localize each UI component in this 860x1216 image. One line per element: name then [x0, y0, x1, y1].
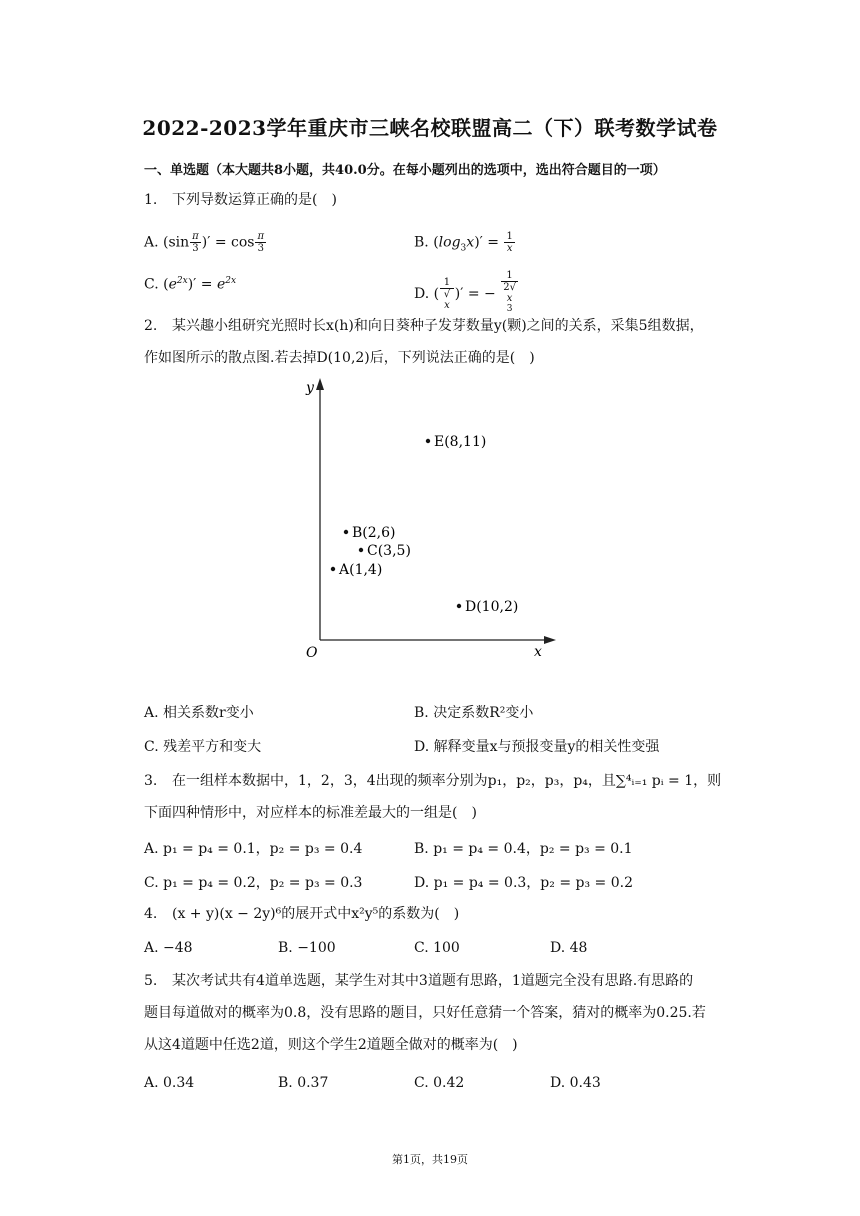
question-stem: (x + y)(x − 2y)⁶的展开式中x²y⁵的系数为( ): [172, 906, 460, 922]
question-stem: 下列导数运算正确的是( ): [172, 192, 337, 208]
question-stem-line-2: 下面四种情形中，对应样本的标准差最大的一组是( ): [144, 805, 477, 821]
question-number: 4.: [144, 906, 158, 922]
option-5d: D. 0.43: [550, 1075, 601, 1091]
point-label-c: C(3,5): [367, 543, 411, 559]
option-3b: B. p₁ = p₄ = 0.4，p₂ = p₃ = 0.1: [414, 841, 633, 857]
question-stem-line-1: 某次考试共有4道单选题，某学生对其中3道题有思路，1道题完全没有思路.有思路的: [172, 973, 694, 989]
question-stem-line-1: 在一组样本数据中，1，2，3，4出现的频率分别为p₁，p₂，p₃，p₄，且∑⁴ᵢ₌₁ pᵢ = 1，则: [172, 773, 722, 789]
option-4a: A. −48: [144, 940, 193, 956]
question-number: 5.: [144, 973, 158, 989]
option-4c: C. 100: [414, 940, 460, 956]
scatter-plot: [0, 370, 860, 690]
question-4: [144, 898, 769, 930]
question-stem-line-2: 作如图所示的散点图.若去掉D(10,2)后，下列说法正确的是( ): [144, 350, 535, 366]
option-2d: D. 解释变量x与预报变量y的相关性变强: [414, 739, 660, 755]
question-number: 3.: [144, 773, 158, 789]
question-stem-line-2: 题目每道做对的概率为0.8，没有思路的题目，只好任意猜一个答案，猜对的概率为0.25.若: [144, 1005, 706, 1021]
point-b: [344, 530, 348, 534]
option-5a: A. 0.34: [144, 1075, 195, 1091]
point-label-e: E(8,11): [434, 434, 487, 450]
point-label-b: B(2,6): [352, 525, 396, 541]
option-1b: B. $(\log_3x)'$ = $\frac{1}{x}$: [414, 231, 513, 254]
point-c: [359, 548, 363, 552]
question-1: [144, 184, 769, 216]
option-1d: D. ( 1 √ x )′ = − 1 2√ x $^3$: [414, 270, 516, 314]
option-2a: A. 相关系数r变小: [144, 705, 254, 721]
option-2c: C. 残差平方和变大: [144, 739, 262, 755]
option-3d: D. p₁ = p₄ = 0.3，p₂ = p₃ = 0.2: [414, 875, 633, 891]
option-1a: A. (sin $\frac{\pi}{3}$ )′ = cos $\frac{\pi}{3}$: [144, 231, 265, 254]
origin-label: O: [306, 645, 318, 661]
option-4b: B. −100: [278, 940, 336, 956]
point-label-d: D(10,2): [465, 599, 519, 615]
option-2b: B. 决定系数R²变小: [414, 705, 534, 721]
point-a: [331, 567, 335, 571]
option-5c: C. 0.42: [414, 1075, 465, 1091]
question-3: [144, 765, 769, 829]
question-stem-line-1: 某兴趣小组研究光照时长x(h)和向日葵种子发芽数量y(颗)之间的关系，采集5组数据，: [172, 318, 704, 334]
point-label-a: A(1,4): [339, 562, 383, 578]
option-5b: B. 0.37: [278, 1075, 329, 1091]
y-axis-arrow: [316, 378, 324, 390]
point-e: [426, 439, 430, 443]
question-stem-line-3: 从这4道题中任选2道，则这个学生2道题全做对的概率为( ): [144, 1037, 518, 1053]
page-footer: 第1页，共19页: [392, 1153, 468, 1166]
x-axis-label: x: [534, 644, 542, 660]
question-number: 1.: [144, 192, 158, 208]
section-heading: 一、单选题（本大题共8小题，共40.0分。在每小题列出的选项中，选出符合题目的一项）: [144, 163, 666, 178]
option-1c: C. $(e^{2x})' = e^{2x}$: [144, 276, 237, 293]
option-3a: A. p₁ = p₄ = 0.1，p₂ = p₃ = 0.4: [144, 841, 363, 857]
point-d: [457, 604, 461, 608]
page-title: 2022-2023学年重庆市三峡名校联盟高二（下）联考数学试卷: [142, 116, 718, 140]
question-2: [144, 310, 769, 374]
option-3c: C. p₁ = p₄ = 0.2，p₂ = p₃ = 0.3: [144, 875, 363, 891]
y-axis-label: y: [306, 380, 314, 396]
question-number: 2.: [144, 318, 158, 334]
option-4d: D. 48: [550, 940, 588, 956]
x-axis-arrow: [544, 636, 556, 644]
question-5: [144, 965, 769, 1061]
